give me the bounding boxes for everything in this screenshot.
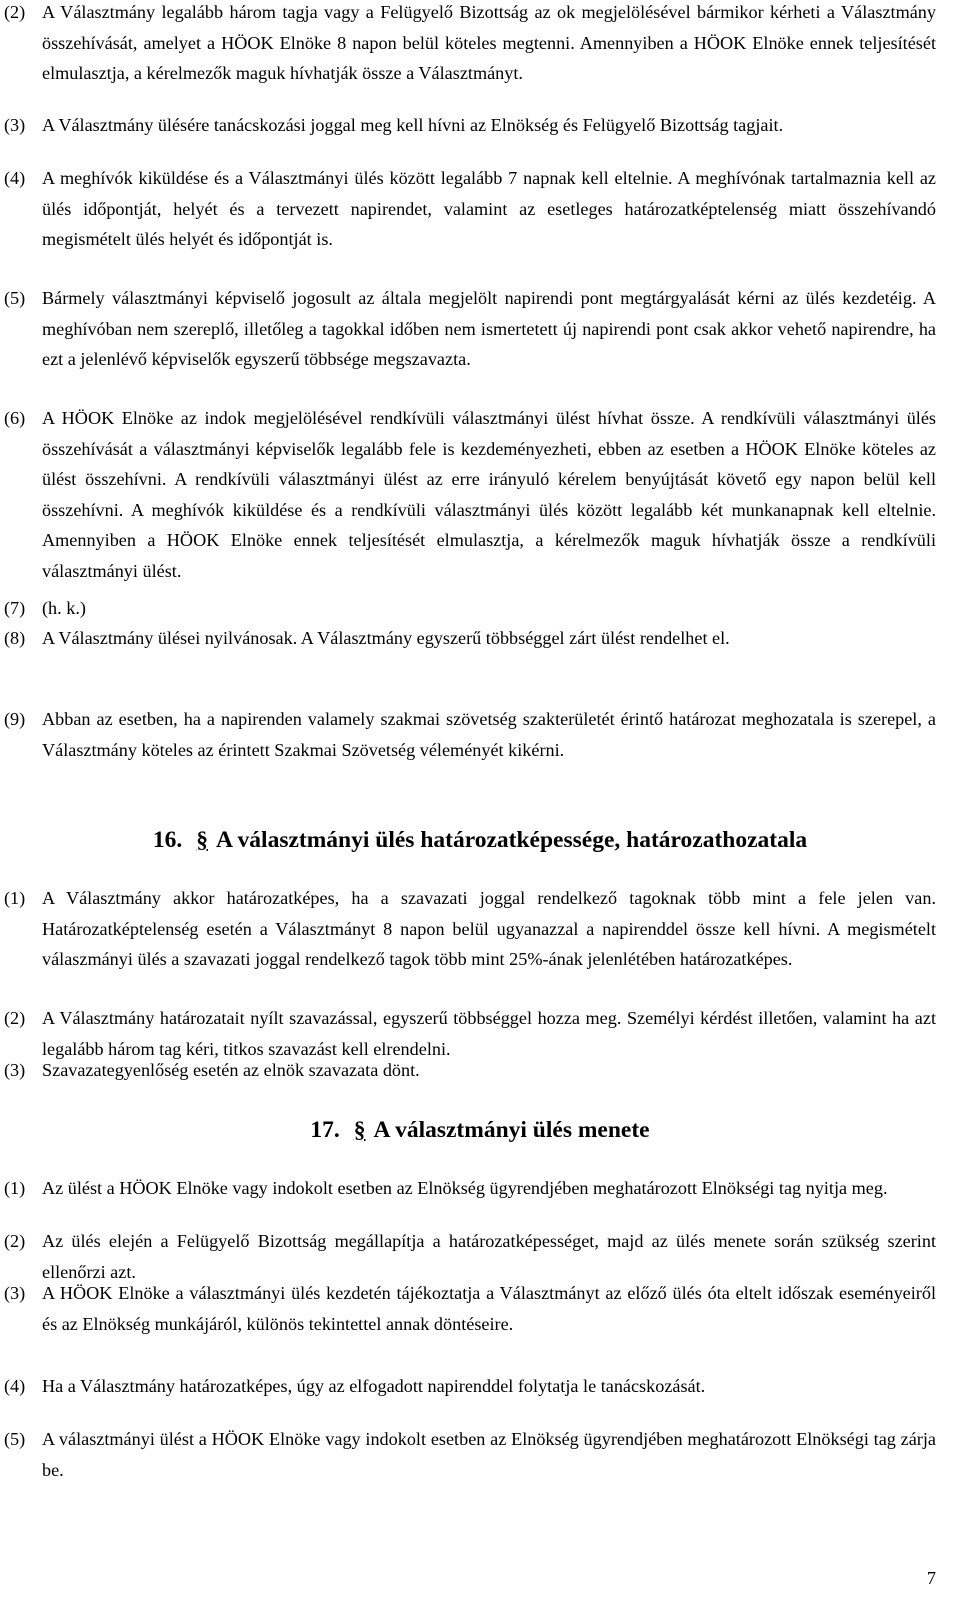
paragraph-number: (2)	[4, 1008, 26, 1028]
paragraph-number: (2)	[4, 1231, 26, 1251]
paragraph-text: A választmányi ülést a HÖOK Elnöke vagy indokolt esetben az Elnökség ügyrendjében meghatározott Elnökségi tag zárja be.	[42, 1429, 936, 1480]
paragraph-number: (5)	[4, 1429, 26, 1449]
section-title: A választmányi ülés menete	[373, 1117, 650, 1143]
numbered-paragraph	[4, 1371, 936, 1402]
section-number: 17.	[310, 1117, 340, 1143]
paragraph-text: A HÖOK Elnöke a választmányi ülés kezdetén tájékoztatja a Választmányt az előző ülés óta eltelt időszak eseményeiről és az Elnökség munkájáról, különös tekintettel annak döntéseire.	[42, 1283, 936, 1334]
paragraph-text: Abban az esetben, ha a napirenden valamely szakmai szövetség szakterületét érintő határozat meghozatala is szerepel, a Választmány köteles az érintett Szakmai Szövetség véleményét kikérni.	[42, 709, 936, 760]
numbered-paragraph	[4, 623, 936, 654]
paragraph-number: (4)	[4, 168, 26, 188]
paragraph-number: (5)	[4, 288, 26, 308]
paragraph-number: (8)	[4, 628, 26, 648]
section-title: A választmányi ülés határozatképessége, határozathozatala	[215, 827, 808, 853]
paragraph-text: Az ülést a HÖOK Elnöke vagy indokolt esetben az Elnökség ügyrendjében meghatározott Elnökségi tag nyitja meg.	[42, 1178, 888, 1198]
paragraph-text: A Választmány akkor határozatképes, ha a szavazati joggal rendelkező tagoknak több mint a fele jelen van. Határozatképtelenség esetén a Választmányt 8 napon belül ugyanazzal a napirenddel össze kell hívni. A megismételt válaszmányi ülés a szavazati joggal rendelkező tagok több mint 25%-ának jelenlétében határozatképes.	[42, 888, 936, 970]
numbered-paragraph	[4, 883, 936, 975]
numbered-paragraph	[4, 1424, 936, 1485]
section-number: 16.	[152, 827, 183, 853]
section-sign: §	[353, 1117, 366, 1143]
paragraph-text: A Választmány határozatait nyílt szavazással, egyszerű többséggel hozza meg. Személyi kérdést illetően, valamint ha azt legalább három tag kéri, titkos szavazást kell elrendelni.	[42, 1008, 936, 1059]
paragraph-text: Bármely választmányi képviselő jogosult az általa megjelölt napirendi pont megtárgyalását kérni az ülés kezdetéig. A meghívóban nem szereplő, illetőleg a tagokkal időben nem ismertetett új napirendi pont csak akkor vehető napirendre, ha ezt a jelenlévő képviselők egyszerű többsége megszavazta.	[42, 288, 936, 370]
paragraph-text: A Választmány ülései nyilvánosak. A Választmány egyszerű többséggel zárt ülést rendelhet el.	[42, 628, 730, 648]
paragraph-text: A Választmány ülésére tanácskozási joggal meg kell hívni az Elnökség és Felügyelő Bizottság tagjait.	[42, 115, 784, 135]
numbered-paragraph	[4, 0, 936, 89]
paragraph-number: (3)	[4, 1060, 26, 1080]
paragraph-number: (6)	[4, 408, 26, 428]
paragraph-number: (3)	[4, 115, 26, 135]
paragraph-number: (3)	[4, 1283, 26, 1303]
numbered-paragraph	[4, 1055, 936, 1086]
numbered-paragraph	[4, 403, 936, 587]
paragraph-text: Az ülés elején a Felügyelő Bizottság megállapítja a határozatképességet, majd az ülés menete során szükség szerint ellenőrzi azt.	[42, 1231, 936, 1282]
paragraph-text: A meghívók kiküldése és a Választmányi ülés között legalább 7 napnak kell eltelnie. A meghívónak tartalmaznia kell az ülés időpontját, helyét és a tervezett napirendet, valamint az esetleges határozatképtelenség miatt összehívandó megismételt ülés helyét és időpontját is.	[42, 168, 936, 250]
paragraph-text: A Választmány legalább három tagja vagy a Felügyelő Bizottság az ok megjelölésével bármikor kérheti a Választmány összehívását, amelyet a HÖOK Elnöke 8 napon belül köteles megtenni. Amennyiben a HÖOK Elnöke ennek teljesítését elmulasztja, a kérelmezők maguk hívhatják össze a Választmányt.	[42, 2, 936, 84]
paragraph-number: (1)	[4, 1178, 26, 1198]
paragraph-text: Ha a Választmány határozatképes, úgy az elfogadott napirenddel folytatja le tanácskozását.	[42, 1376, 706, 1396]
section-sign: §	[196, 827, 208, 853]
paragraph-number: (9)	[4, 709, 26, 729]
paragraph-number: (1)	[4, 888, 26, 908]
paragraph-number: (2)	[4, 2, 26, 22]
section-heading	[0, 825, 960, 855]
paragraph-number: (7)	[4, 598, 26, 618]
numbered-paragraph	[4, 593, 936, 624]
paragraph-text: Szavazategyenlőség esetén az elnök szavazata dönt.	[42, 1060, 420, 1080]
numbered-paragraph	[4, 1173, 936, 1204]
numbered-paragraph	[4, 283, 936, 375]
numbered-paragraph	[4, 110, 936, 141]
section-heading	[0, 1115, 960, 1145]
page-number: 7	[926, 1568, 936, 1588]
numbered-paragraph	[4, 1278, 936, 1339]
paragraph-number: (4)	[4, 1376, 26, 1396]
paragraph-text: (h. k.)	[42, 598, 86, 618]
paragraph-text: A HÖOK Elnöke az indok megjelölésével rendkívüli választmányi ülést hívhat össze. A rendkívüli választmányi ülés összehívását a választmányi képviselők legalább fele is kezdeményezheti, ebben az esetben a HÖOK Elnöke köteles az ülést összehívni. A rendkívüli választmányi ülést az erre irányuló kérelem benyújtását követő egy napon belül kell összehívni. A meghívók kiküldése és a rendkívüli választmányi ülés között legalább két munkanapnak kell eltelnie. Amennyiben a HÖOK Elnöke ennek teljesítését elmulasztja, a kérelmezők maguk hívhatják össze a rendkívüli választmányi ülést.	[42, 408, 936, 581]
numbered-paragraph	[4, 163, 936, 255]
numbered-paragraph	[4, 704, 936, 765]
